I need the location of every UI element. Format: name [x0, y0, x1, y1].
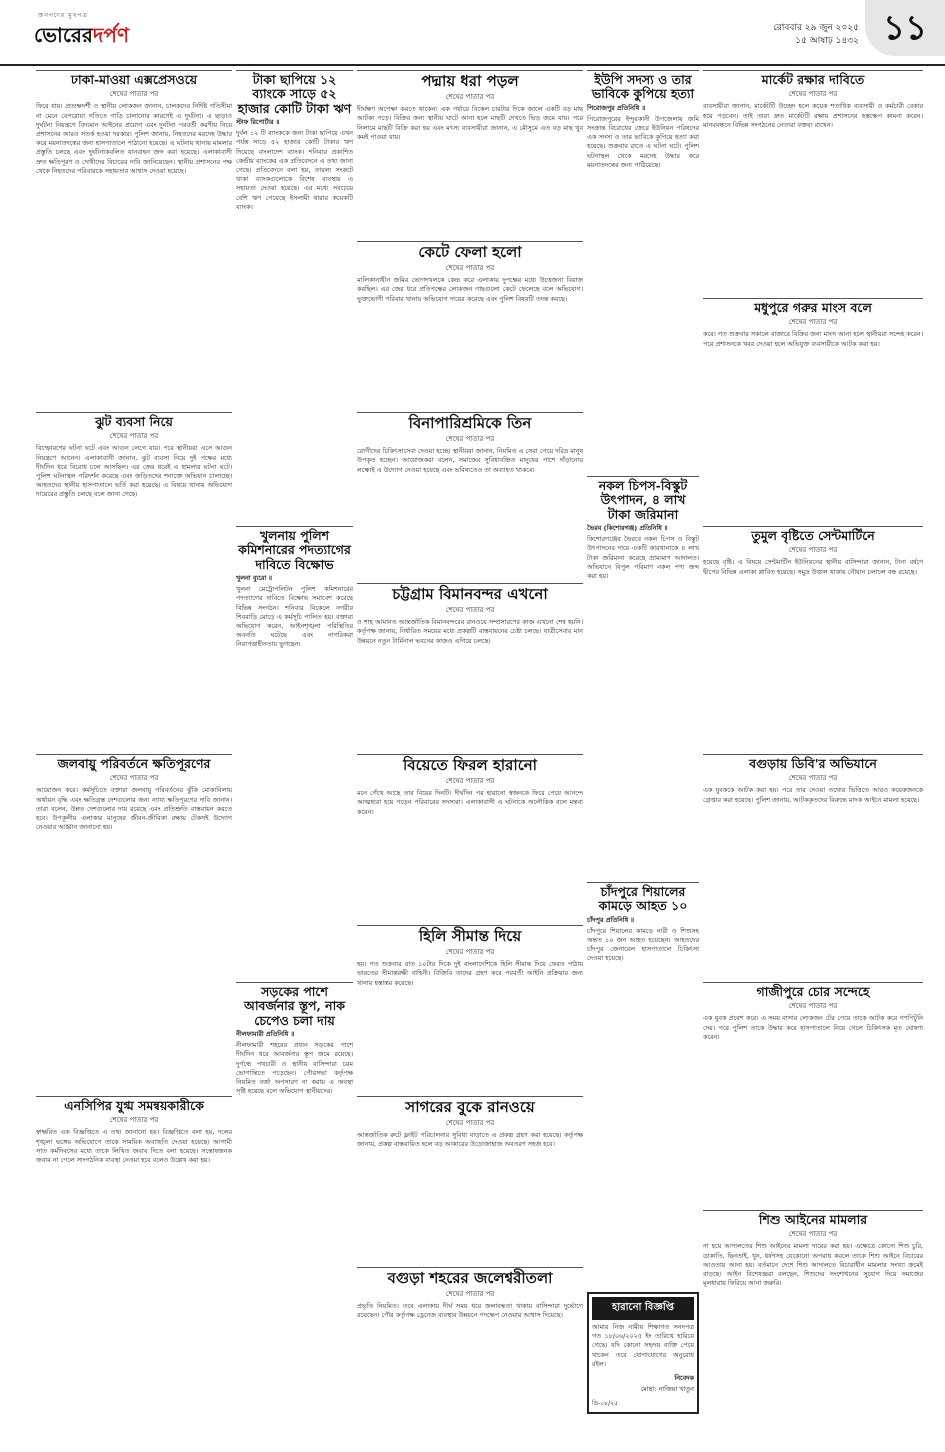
page-number: ১১	[865, 0, 945, 56]
article-body: পিরোজপুরের ইন্দুরকানী উপজেলায় জমি সংক্রান্ত বিরোধের জেরে ইউনিয়ন পরিষদের এক সদস্য ও তার ভাবিকে কুপিয়ে হত্যা করা হয়েছে। শুক্রবার রাতে এ ঘটনা ঘটে। পুলিশ ঘটনাস্থল থেকে মরদেহ উদ্ধার করে ময়নাতদন্তের জন্য পাঠিয়েছে।	[587, 114, 699, 169]
article-byline: নীলফামারী প্রতিনিধি ॥	[236, 1030, 295, 1039]
article-kicker: শেষের পাতার পর	[445, 435, 495, 444]
news-article	[587, 882, 699, 1288]
article-kicker: শেষের পাতার পর	[109, 90, 159, 99]
masthead	[0, 0, 945, 66]
article-kicker: শেষের পাতার পর	[788, 90, 838, 99]
article-body: নীলফামারী শহরের প্রধান সড়কের পাশে দীর্ঘদিন ধরে আবর্জনার স্তূপ জমে রয়েছে। দুর্গন্ধে পথচারী ও স্থানীয় বাসিন্দারা চরম ভোগান্তিতে পড়েছেন। পৌরসভা কর্তৃপক্ষ নিয়মিত বর্জ্য অপসারণ না করায় এ অবস্থা সৃষ্টি হয়েছে বলে অভিযোগ স্থানীয়দের।	[236, 1041, 353, 1096]
article-body: এক যুবককে আটক করা হয়। পরে তার দেওয়া তথ্যের ভিত্তিতে আরও কয়েকজনকে গ্রেপ্তার করা হয়েছে। পুলিশ জানায়, আটককৃতদের বিরুদ্ধে মাদক আইনে মামলা হয়েছে।	[703, 786, 923, 804]
article-headline: বগুড়া শহরের জলেশ্বরীতলা	[387, 1269, 553, 1287]
news-article	[236, 526, 353, 982]
article-kicker: শেষের পাতার পর	[109, 774, 159, 783]
article-kicker: শেষের পাতার পর	[788, 1002, 838, 1011]
news-article	[703, 298, 923, 526]
news-article	[357, 583, 583, 754]
article-headline: চট্টগ্রাম বিমানবন্দর এখনো	[392, 585, 548, 603]
ad-signature-label: নিবেদক	[674, 1374, 694, 1383]
article-kicker: শেষের পাতার পর	[445, 264, 495, 273]
news-article	[236, 982, 353, 1438]
news-article	[587, 70, 699, 476]
news-article	[36, 754, 232, 1096]
article-kicker: শেষের পাতার পর	[445, 93, 495, 102]
article-body: রোগীদের চিকিৎসাসেবা দেওয়া হচ্ছে। স্থানীয়রা জানান, নিয়মিত এ সেবা পেয়ে দরিদ্র মানুষ উপকৃত হচ্ছেন। আয়োজকরা বলেন, সমাজের সুবিধাবঞ্চিত মানুষের পাশে দাঁড়ানোর লক্ষ্যেই এ উদ্যোগ নেওয়া হয়েছে এবং ভবিষ্যতেও তা অব্যাহত থাকবে।	[357, 447, 583, 474]
column-3	[357, 70, 583, 1440]
article-headline: সড়কের পাশে আবর্জনার স্তূপ, নাক চেপেও চলা দায়	[243, 984, 346, 1028]
news-article	[703, 1210, 923, 1438]
news-article	[357, 241, 583, 412]
column-4	[587, 70, 699, 1440]
article-body: স্বাক্ষরিত এক বিজ্ঞপ্তিতে এ তথ্য জানানো হয়। বিজ্ঞপ্তিতে বলা হয়, দলের শৃঙ্খলা ভঙ্গের অভিযোগে তাকে সাময়িক অব্যাহতি দেওয়া হয়েছে। আগামী সাত কর্মদিবসের মধ্যে তাকে লিখিত জবাব দিতে বলা হয়েছে। সন্তোষজনক জবাব না পেলে সাংগঠনিক ব্যবস্থা নেওয়া হবে বলেও উল্লেখ করা হয়।	[36, 1128, 232, 1164]
article-headline: গাজীপুরে চোর সন্দেহে	[756, 984, 870, 999]
column-2	[236, 70, 353, 1440]
article-body: করে। গত শুক্রবার সকালে বাজারে বিক্রির জন্য মাংস আনা হলে স্থানীয়রা সন্দেহ করেন। পরে প্রশাসনকে খবর দেওয়া হলে অভিযুক্ত ব্যবসায়ীকে আটক করা হয়।	[703, 330, 923, 348]
news-article	[357, 925, 583, 1096]
news-article	[587, 476, 699, 882]
article-body: দীর্ঘক্ষণ অপেক্ষা করতে থাকেন। এক পর্যায়ে বিকেল চারটার দিকে জালে একটি বড় মাছ আটকা পড়ে। বিক্রির জন্য স্থানীয় ঘাটে আনা হলে মাছটি দেখতে ভিড় জমে যায়। পরে নিলামে মাছটি বিক্রি করা হয় এবং মৎস্য ব্যবসায়ীরা জানান, এ মৌসুমে এত বড় মাছ খুব কমই পাওয়া যায়।	[357, 105, 583, 141]
news-article	[357, 412, 583, 583]
article-body: আন্তর্জাতিক রুটে ফ্লাইট পরিচালনার সুবিধা বাড়াতে এ প্রকল্প গ্রহণ করা হয়েছে। কর্তৃপক্ষ জানায়, প্রকল্প বাস্তবায়িত হলে বড় আকারের উড়োজাহাজ অবতরণ সহজ হবে।	[357, 1131, 583, 1149]
news-article	[357, 754, 583, 925]
article-kicker: শেষের পাতার পর	[109, 1116, 159, 1125]
article-headline: কেটে ফেলা হলো	[418, 243, 522, 261]
logo-prefix: ভোরের	[34, 23, 93, 47]
article-headline: হিলি সীমান্ত দিয়ে	[418, 927, 522, 945]
article-body: ও শাহ আমানত আন্তর্জাতিক বিমানবন্দরের রানওয়ে সম্প্রসারণের কাজ এখনো শেষ হয়নি। কর্তৃপক্ষ জানায়, নির্ধারিত সময়ের মধ্যে প্রকল্পটি বাস্তবায়নের চেষ্টা চলছে। যাত্রীসেবার মান উন্নয়নে নতুন টার্মিনাল ভবনের কাজও এগিয়ে চলছে।	[357, 618, 583, 645]
article-kicker: শেষের পাতার পর	[445, 1119, 495, 1128]
column-1	[36, 70, 232, 1440]
article-kicker: শেষের পাতার পর	[788, 546, 838, 555]
news-article	[703, 526, 923, 754]
article-body: আয়োজন করে। কর্মসূচিতে বক্তারা জলবায়ু পরিবর্তনের ঝুঁকি মোকাবিলায় অর্থায়ন বৃদ্ধি এবং ক্ষতিগ্রস্ত দেশগুলোর জন্য ন্যায্য ক্ষতিপূরণের দাবি জানান। তারা বলেন, উন্নত দেশগুলোর দায় রয়েছে এবং প্রতিশ্রুতি বাস্তবায়ন করতে হবে। উপকূলীয় এলাকার মানুষের জীবন-জীবিকা রক্ষায় টেকসই উদ্যোগ নেওয়ার আহ্বান জানানো হয়।	[36, 786, 232, 832]
article-body: হয়। গত শুক্রবার রাত ১০টার দিকে দুই বাংলাদেশিকে হিলি সীমান্ত দিয়ে ফেরত পাঠায় ভারতের সীমান্তরক্ষী বাহিনী। বিজিবি তাদের গ্রহণ করে পরবর্তী আইনি প্রক্রিয়ার জন্য থানায় হস্তান্তর করেছে।	[357, 960, 583, 987]
news-article	[36, 70, 232, 412]
column-5	[703, 70, 923, 1440]
article-headline: চাঁদপুরে শিয়ালের কামড়ে আহত ১০	[598, 884, 688, 914]
article-headline: ঝুট ব্যবসা নিয়ে	[95, 414, 173, 429]
article-body: দুর্বল ১২ টি ব্যাংককে জন্য টাকা ছাপিয়ে এখন পর্যন্ত সাড়ে ৫২ হাজার কোটি টাকার ঋণ দিয়েছে বাংলাদেশ ব্যাংক। শনিবার প্রকাশিত কেন্দ্রীয় ব্যাংকের এক প্রতিবেদনে এ তথ্য জানা গেছে। প্রতিবেদনে বলা হয়, তারল্য সংকটে থাকা ব্যাংকগুলোকে বিশেষ ব্যবস্থায় এ সহায়তা দেওয়া হয়েছে। এর মধ্যে সবচেয়ে বেশি ঋণ পেয়েছে ইসলামী ধারার কয়েকটি ব্যাংক।	[236, 129, 353, 211]
ad-body: আমার নিজ নামীয় শিক্ষাগত সনদপত্র গত ১৮/০৬/২০২৫ ইং তারিখে হারিয়ে গেছে। যদি কোনো সহৃদয় ব্যক্তি পেয়ে থাকেন তবে যোগাযোগের অনুরোধ রইল।	[592, 1323, 694, 1368]
article-body: মালিকানাধীন জমির ভোগদখলকে কেন্দ্র করে এলাকায় দুপক্ষের মধ্যে উত্তেজনা বিরাজ করছিল। এর জের ধরে প্রতিপক্ষের লোকজন গাছগুলো কেটে ফেলেছে বলে অভিযোগ। ভুক্তভোগী পরিবার থানায় অভিযোগ দায়ের করেছে এবং পুলিশ বিষয়টি তদন্ত করছে।	[357, 276, 583, 303]
article-kicker: শেষের পাতার পর	[109, 432, 159, 441]
date-bengali: ১৫ আষাঢ় ১৪৩২	[795, 36, 859, 46]
article-body: মনে গেঁথে আছে তার বিয়ের দিনটি। দীর্ঘদিন পর হারানো স্বজনকে ফিরে পেয়ে আনন্দে আত্মহারা হয়ে পড়েন পরিবারের সদস্যরা। এলাকাবাসী এ ঘটনাকে অলৌকিক বলে মন্তব্য করেন।	[357, 789, 583, 816]
article-kicker: শেষের পাতার পর	[445, 777, 495, 786]
article-byline: স্টাফ রিপোর্টার ॥	[236, 118, 280, 127]
news-article	[36, 1096, 232, 1438]
article-body: ফিরে যায়। প্রত্যক্ষদর্শী ও স্থানীয় লোকজন জানান, চালকদের নির্দিষ্ট গতিসীমা না মেনে বেপরোয়া গতিতে গাড়ি চালানোর কারণেই এ দুর্ঘটনা। এ ছাড়াও দুর্ঘটনা নিয়ন্ত্রণে বিদ্যমান আইনের প্রয়োগ এবং দুর্ঘটনা পরবর্তী করণীয় নিয়ে প্রশাসনের আরও সতর্ক হওয়া দরকার। পুলিশ জানায়, নিহতদের মরদেহ উদ্ধার করে ময়নাতদন্তের জন্য হাসপাতালে পাঠানো হয়েছে। এ ঘটনায় থানায় মামলার প্রস্তুতি চলছে এবং দুর্ঘটনাকবলিত যানবাহন জব্দ করা হয়েছে। এলাকাবাসী দ্রুত ক্ষতিপূরণ ও দোষীদের বিচারের দাবি জানিয়েছেন। স্থানীয় প্রশাসনের পক্ষ থেকে নিহতদের পরিবারকে সহায়তার আশ্বাস দেওয়া হয়েছে।	[36, 102, 232, 175]
article-kicker: শেষের পাতার পর	[788, 1230, 838, 1239]
article-kicker: শেষের পাতার পর	[788, 774, 838, 783]
date-english: রোববার ২৯ জুন ২০২৫	[773, 23, 859, 33]
news-article	[357, 1267, 583, 1438]
news-article	[703, 70, 923, 298]
article-headline: ঢাকা-মাওয়া এক্সপ্রেসওয়ে	[70, 72, 198, 87]
article-headline: সাগরের বুকে রানওয়ে	[405, 1098, 535, 1116]
news-article	[703, 982, 923, 1210]
article-body: বিস্ফোরণের ঘটনা ঘটে এবং আগুন লেগে যায়। পরে স্থানীয়রা এসে আগুন নিয়ন্ত্রণে আনেন। এলাকাবাসী জানান, ঝুট ব্যবসা নিয়ে দুই পক্ষের মধ্যে দীর্ঘদিন ধরে বিরোধ চলে আসছিল। এর জের ধরেই এ হামলার ঘটনা ঘটে। পুলিশ ঘটনাস্থল পরিদর্শন করেছে এবং জড়িতদের শনাক্তে অভিযান চালাচ্ছে। আহতদের স্থানীয় হাসপাতালে ভর্তি করা হয়েছে। এ বিষয়ে থানায় অভিযোগ দায়েরের প্রস্তুতি চলছে বলে জানা গেছে।	[36, 444, 232, 499]
ad-title: হারানো বিজ্ঞপ্তি	[592, 1297, 694, 1320]
article-headline: এনসিপির যুগ্ম সমন্বয়কারীকে	[64, 1098, 204, 1113]
dateline	[773, 22, 859, 48]
article-kicker: শেষের পাতার পর	[445, 1290, 495, 1299]
article-body: প্রভৃতি নিয়মিত। তবে এলাকায় দীর্ঘ সময় ধরে জলাবদ্ধতা থাকায় বাসিন্দারা দুর্ভোগে রয়েছেন। পৌর কর্তৃপক্ষ ড্রেনেজ ব্যবস্থার উন্নয়নে পদক্ষেপ নেওয়ার আশ্বাস দিয়েছে।	[357, 1302, 583, 1320]
article-byline: চাঁদপুর প্রতিনিধি ॥	[587, 915, 635, 924]
article-headline: জলবায়ু পরিবর্তনে ক্ষতিপূরণের	[57, 756, 211, 771]
article-kicker: শেষের পাতার পর	[445, 948, 495, 957]
newspaper-logo	[34, 10, 129, 54]
article-body: কিশোরগঞ্জের ভৈরবে নকল চিপস ও বিস্কুট উৎপাদনের দায়ে একটি কারখানাকে ৪ লাখ টাকা জরিমানা করেছে ভ্রাম্যমাণ আদালত। অভিযানে বিপুল পরিমাণ নকল পণ্য জব্দ করা হয়।	[587, 535, 699, 580]
news-article	[36, 412, 232, 754]
news-article	[703, 754, 923, 982]
article-body: খুলনা মেট্রোপলিটন পুলিশ কমিশনারের পদত্যাগের দাবিতে বিক্ষোভ সমাবেশ করেছে বিভিন্ন সংগঠন। শনিবার বিকেলে নগরীর শিববাড়ি মোড়ে এ কর্মসূচি পালিত হয়। বক্তারা অভিযোগ করেন, আইনশৃঙ্খলা পরিস্থিতির অবনতি ঘটেছে এবং নাগরিকরা নিরাপত্তাহীনতায় ভুগছেন।	[236, 585, 353, 649]
article-byline: পিরোজপুর প্রতিনিধি ॥	[587, 103, 646, 112]
article-headline: শিশু আইনের মামলার	[758, 1212, 868, 1227]
ad-reference: ডি-০৮/২৫	[592, 1400, 618, 1408]
article-headline: বগুড়ায় ডিবি'র অভিযানে	[749, 756, 877, 771]
article-byline: ভৈরব (কিশোরগঞ্জ) প্রতিনিধি ॥	[587, 524, 668, 533]
article-headline: তুমুল বৃষ্টিতে সেন্টমার্টিনে	[751, 528, 875, 543]
article-headline: মধুপুরে গরুর মাংস বলে	[754, 300, 872, 315]
article-kicker: শেষের পাতার পর	[788, 318, 838, 327]
article-body: এক যুবক প্রবেশ করে। এ সময় বাসার লোকজন টের পেয়ে তাকে আটক করে গণপিটুনি দেয়। পরে পুলিশ তাকে উদ্ধার করে হাসপাতালে নিয়ে গেলে চিকিৎসক মৃত ঘোষণা করেন।	[703, 1014, 923, 1041]
news-article	[357, 70, 583, 241]
article-body: হয়েছে বৃষ্টি। এ বিষয়ে সেন্টমার্টিন ইউনিয়নের স্থানীয় বাসিন্দারা জানান, টানা বর্ষণে দ্বীপের বিভিন্ন এলাকা প্লাবিত হয়েছে। সমুদ্র উত্তাল থাকায় নৌযান চলাচল বন্ধ রয়েছে।	[703, 558, 923, 576]
news-article	[357, 1096, 583, 1267]
ad-signer-name: মোছা: নাজিয়া খাতুন	[640, 1385, 694, 1394]
article-body: না হয়ে আদালতের শিশু আইনের মামলা দায়ের করা হয়। এক্ষেত্রে কোনো শিশু চুরি, ডাকাতি, ছিনতাই, খুন, ধর্ষণসহ যেকোনো অপরাধ করলে তাকে শিশু আইনে বিচারের আওতায় আনা হয়। বর্তমানে দেশে শিশু আদালতে বিচারাধীন মামলার সংখ্যা ক্রমেই বাড়ছে। আইন বিশেষজ্ঞরা বলছেন, শিশুদের সংশোধনের সুযোগ দিয়ে সমাজের মূলধারায় ফিরিয়ে আনা জরুরি।	[703, 1242, 923, 1288]
article-headline: বিনাপারিশ্রমিকে তিন	[408, 414, 532, 432]
article-kicker: শেষের পাতার পর	[445, 606, 495, 615]
article-headline: খুলনায় পুলিশ কমিশনারের পদত্যাগের দাবিতে বিক্ষোভ	[238, 528, 351, 572]
logo-suffix: দর্পণ	[92, 23, 130, 47]
article-headline: বিয়েতে ফিরল হারানো	[402, 756, 538, 774]
article-byline: খুলনা ব্যুরো ॥	[236, 574, 273, 583]
article-headline: মার্কেট রক্ষার দাবিতে	[761, 72, 865, 87]
logo-tagline: জনগণের মুখপত্র	[38, 12, 88, 19]
article-headline: টাকা ছাপিয়ে ১২ ব্যাংকে সাড়ে ৫২ হাজার কোটি টাকা ঋণ	[237, 72, 352, 116]
article-body: চাঁদপুরে শিয়ালের কামড়ে নারী ও শিশুসহ অন্তত ১০ জন আহত হয়েছেন। আহতদের চাঁদপুর জেনারেল হাসপাতালে চিকিৎসা দেওয়া হয়েছে।	[587, 926, 699, 963]
classified-ad	[587, 1292, 699, 1414]
article-body: ব্যবসায়ীরা জানান, মার্কেটটি উচ্ছেদ হলে কয়েক শতাধিক ব্যবসায়ী ও কর্মচারী বেকার হয়ে পড়বেন। তাই তারা দ্রুত মার্কেটটি রক্ষায় প্রশাসনের হস্তক্ষেপ কামনা করেন। মানববন্ধনে বিভিন্ন সংগঠনের নেতারা বক্তব্য রাখেন।	[703, 102, 923, 129]
news-article	[236, 70, 353, 526]
article-headline: নকল চিপস-বিস্কুট উৎপাদন, ৪ লাখ টাকা জরিমানা	[598, 478, 688, 522]
article-headline: ইউপি সদস্য ও তার ভাবিকে কুপিয়ে হত্যা	[591, 72, 695, 102]
article-headline: পদ্মায় ধরা পড়ল	[421, 72, 519, 90]
